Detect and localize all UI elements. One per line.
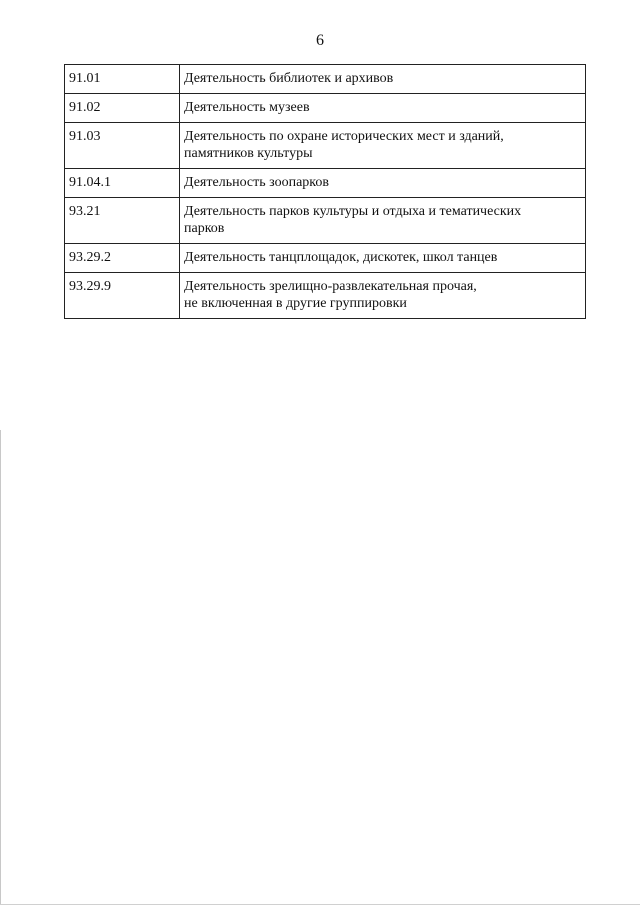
activity-description: Деятельность танцплощадок, дискотек, школ танцев: [180, 244, 586, 273]
table-row: [65, 169, 586, 198]
activity-code: 91.04.1: [65, 169, 180, 198]
activity-code: 91.03: [65, 123, 180, 169]
activity-description: Деятельность зрелищно-развлекательная прочая, не включенная в другие группировки: [180, 273, 586, 319]
activity-description: Деятельность зоопарков: [180, 169, 586, 198]
table-row: [65, 198, 586, 244]
activity-codes-table: [64, 64, 586, 319]
activity-code: 93.29.2: [65, 244, 180, 273]
scan-edge-left: [0, 430, 1, 905]
activity-description: Деятельность по охране исторических мест и зданий, памятников культуры: [180, 123, 586, 169]
activity-code: 91.01: [65, 65, 180, 94]
activity-description: Деятельность библиотек и архивов: [180, 65, 586, 94]
activity-description: Деятельность музеев: [180, 94, 586, 123]
table-row: [65, 94, 586, 123]
table-row: [65, 65, 586, 94]
page-number: 6: [316, 32, 324, 49]
activity-code: 91.02: [65, 94, 180, 123]
activity-code: 93.29.9: [65, 273, 180, 319]
activity-description: Деятельность парков культуры и отдыха и тематических парков: [180, 198, 586, 244]
activity-code: 93.21: [65, 198, 180, 244]
table-row: [65, 273, 586, 319]
table-row: [65, 244, 586, 273]
table-row: [65, 123, 586, 169]
